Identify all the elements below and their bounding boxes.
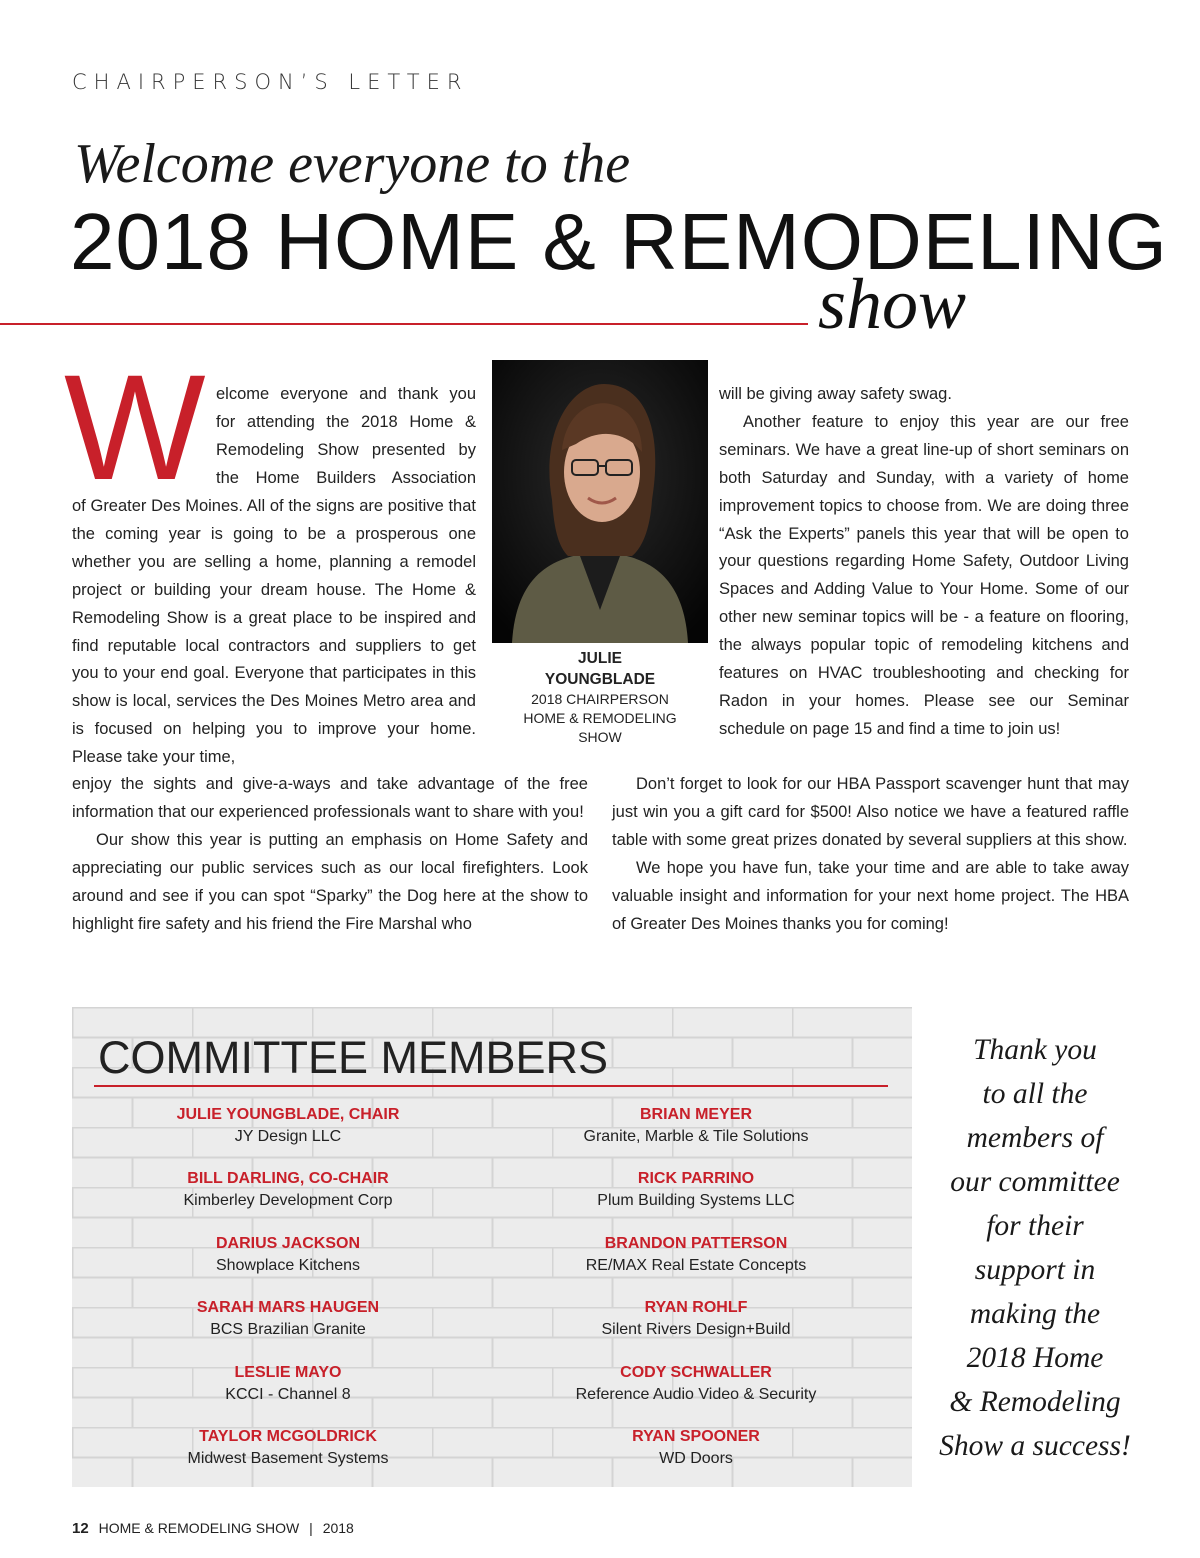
letter-paragraph: Our show this year is putting an emphasis on Home Safety and appreciating our public services such as our local firefighters. Look around and see if you can spot “Sparky” the Dog here at the show to highlight fire safety and his friend the Fire Marshal who <box>72 830 588 933</box>
committee-member <box>108 1104 468 1148</box>
member-name: CODY SCHWALLER <box>620 1364 772 1381</box>
intro-line: elcome everyone and thank you <box>216 385 476 403</box>
page-footer <box>72 1520 354 1537</box>
member-company: Granite, Marble & Tile Solutions <box>583 1128 809 1145</box>
letter-column-right <box>719 381 1129 744</box>
member-name: SARAH MARS HAUGEN <box>196 1299 380 1316</box>
member-name: BILL DARLING, CO-CHAIR <box>187 1170 389 1187</box>
committee-member <box>516 1233 876 1277</box>
member-company: WD Doors <box>659 1450 733 1467</box>
committee-member <box>108 1168 468 1212</box>
headline-rule <box>0 323 808 325</box>
committee-member <box>108 1362 468 1406</box>
headline-italic: Welcome everyone to the <box>74 133 631 195</box>
committee-member <box>516 1426 876 1470</box>
member-company: BCS Brazilian Granite <box>210 1321 366 1338</box>
thanks-line: for their <box>986 1210 1084 1242</box>
letter-bottom-right <box>612 771 1129 938</box>
section-label: CHAIRPERSON’S LETTER <box>72 70 469 94</box>
photo-caption <box>492 648 708 747</box>
member-name: DARIUS JACKSON <box>215 1235 360 1252</box>
thank-you-note <box>930 1028 1140 1468</box>
member-name: RYAN SPOONER <box>632 1428 760 1445</box>
publication-name: HOME & REMODELING SHOW <box>98 1520 300 1536</box>
member-company: Kimberley Development Corp <box>183 1192 393 1209</box>
thanks-line: our committee <box>950 1166 1120 1198</box>
thanks-line: making the <box>969 1298 1101 1330</box>
intro-line: the Home Builders Association <box>216 468 476 487</box>
committee-member <box>516 1168 876 1212</box>
member-company: Showplace Kitchens <box>215 1257 361 1274</box>
member-name: BRANDON PATTERSON <box>604 1235 788 1252</box>
letter-paragraph: will be giving away safety swag. <box>719 385 952 403</box>
headline-show: show <box>818 264 967 344</box>
thanks-line: members of <box>966 1122 1104 1154</box>
member-name: LESLIE MAYO <box>234 1364 342 1381</box>
member-company: Midwest Basement Systems <box>187 1450 389 1467</box>
thanks-line: Show a success! <box>939 1430 1131 1462</box>
caption-name: YOUNGBLADE <box>544 671 656 688</box>
caption-name: JULIE <box>578 650 622 667</box>
member-company: Plum Building Systems LLC <box>597 1192 795 1209</box>
member-company: RE/MAX Real Estate Concepts <box>585 1257 807 1274</box>
letter-paragraph: Another feature to enjoy this year are our free seminars. We have a great line-up of short seminars on both Saturday and Sunday, with a variety of home improvement topics to choose from. We are doing three “Ask the Experts” panels this year that will be open to your questions regarding Home Safety, Outdoor Living Spaces and Adding Value to Your Home. Some of our other new seminar topics will be - a feature on flooring, the always popular topic of remodeling kitchens and features on HVAC troubleshooting and checking for Radon in your homes. Please see our Seminar schedule on page 15 and find a time to join us! <box>719 412 1129 738</box>
intro-line: for attending the 2018 Home & <box>216 412 476 431</box>
thanks-line: support in <box>974 1254 1096 1286</box>
intro-line: Remodeling Show presented by <box>216 440 476 459</box>
intro-lines <box>216 381 476 493</box>
thanks-line: & Remodeling <box>949 1386 1121 1418</box>
committee-member <box>108 1233 468 1277</box>
member-name: TAYLOR MCGOLDRICK <box>199 1428 377 1445</box>
headline-main: 2018 HOME & REMODELING <box>70 197 1168 286</box>
member-company: KCCI - Channel 8 <box>225 1386 351 1403</box>
committee-member <box>108 1426 468 1470</box>
caption-title: HOME & REMODELING <box>523 710 677 726</box>
member-company: Reference Audio Video & Security <box>575 1386 817 1403</box>
chairperson-photo <box>492 360 708 643</box>
member-company: Silent Rivers Design+Build <box>601 1321 791 1338</box>
member-company: JY Design LLC <box>234 1128 342 1145</box>
drop-cap: W <box>64 343 206 511</box>
portrait-illustration <box>492 360 708 643</box>
caption-title: SHOW <box>578 729 622 745</box>
committee-member <box>516 1104 876 1148</box>
page-number: 12 <box>72 1520 89 1537</box>
thanks-line: to all the <box>982 1078 1088 1110</box>
member-name: RYAN ROHLF <box>644 1299 748 1316</box>
committee-rule <box>94 1085 888 1087</box>
caption-title: 2018 CHAIRPERSON <box>531 691 669 707</box>
committee-title: COMMITTEE MEMBERS <box>98 1032 609 1083</box>
thanks-line: 2018 Home <box>966 1342 1104 1374</box>
committee-member <box>516 1362 876 1406</box>
letter-bottom-left <box>72 771 588 938</box>
committee-member <box>516 1297 876 1341</box>
thanks-line: Thank you <box>973 1034 1097 1066</box>
member-name: BRIAN MEYER <box>639 1106 752 1123</box>
member-name: JULIE YOUNGBLADE, CHAIR <box>176 1106 400 1123</box>
letter-paragraph: of Greater Des Moines. All of the signs are positive that the coming year is going to be a prosperous one whether you are selling a home, planning a remodel project or building your dream house. The Home & Remodeling Show is a great place to be inspired and find reputable local contractors and suppliers to get you to your end goal. Everyone that participates in this show is local, services the Des Moines Metro area and is focused on helping you to improve your home. Please take your time, <box>72 497 476 767</box>
publication-year: 2018 <box>322 1520 354 1536</box>
letter-paragraph: We hope you have fun, take your time and are able to take away valuable insight and information for your next home project. The HBA of Greater Des Moines thanks you for coming! <box>612 858 1129 933</box>
letter-paragraph: Don’t forget to look for our HBA Passport scavenger hunt that may just win you a gift card for $500! Also notice we have a featured raffle table with some great prizes donated by several suppliers at this show. <box>612 775 1129 849</box>
footer-separator: | <box>309 1520 313 1536</box>
committee-member <box>108 1297 468 1341</box>
member-name: RICK PARRINO <box>637 1170 755 1187</box>
letter-paragraph: enjoy the sights and give-a-ways and take advantage of the free information that our experienced professionals want to share with you! <box>72 775 588 821</box>
letter-column-left <box>72 493 476 772</box>
